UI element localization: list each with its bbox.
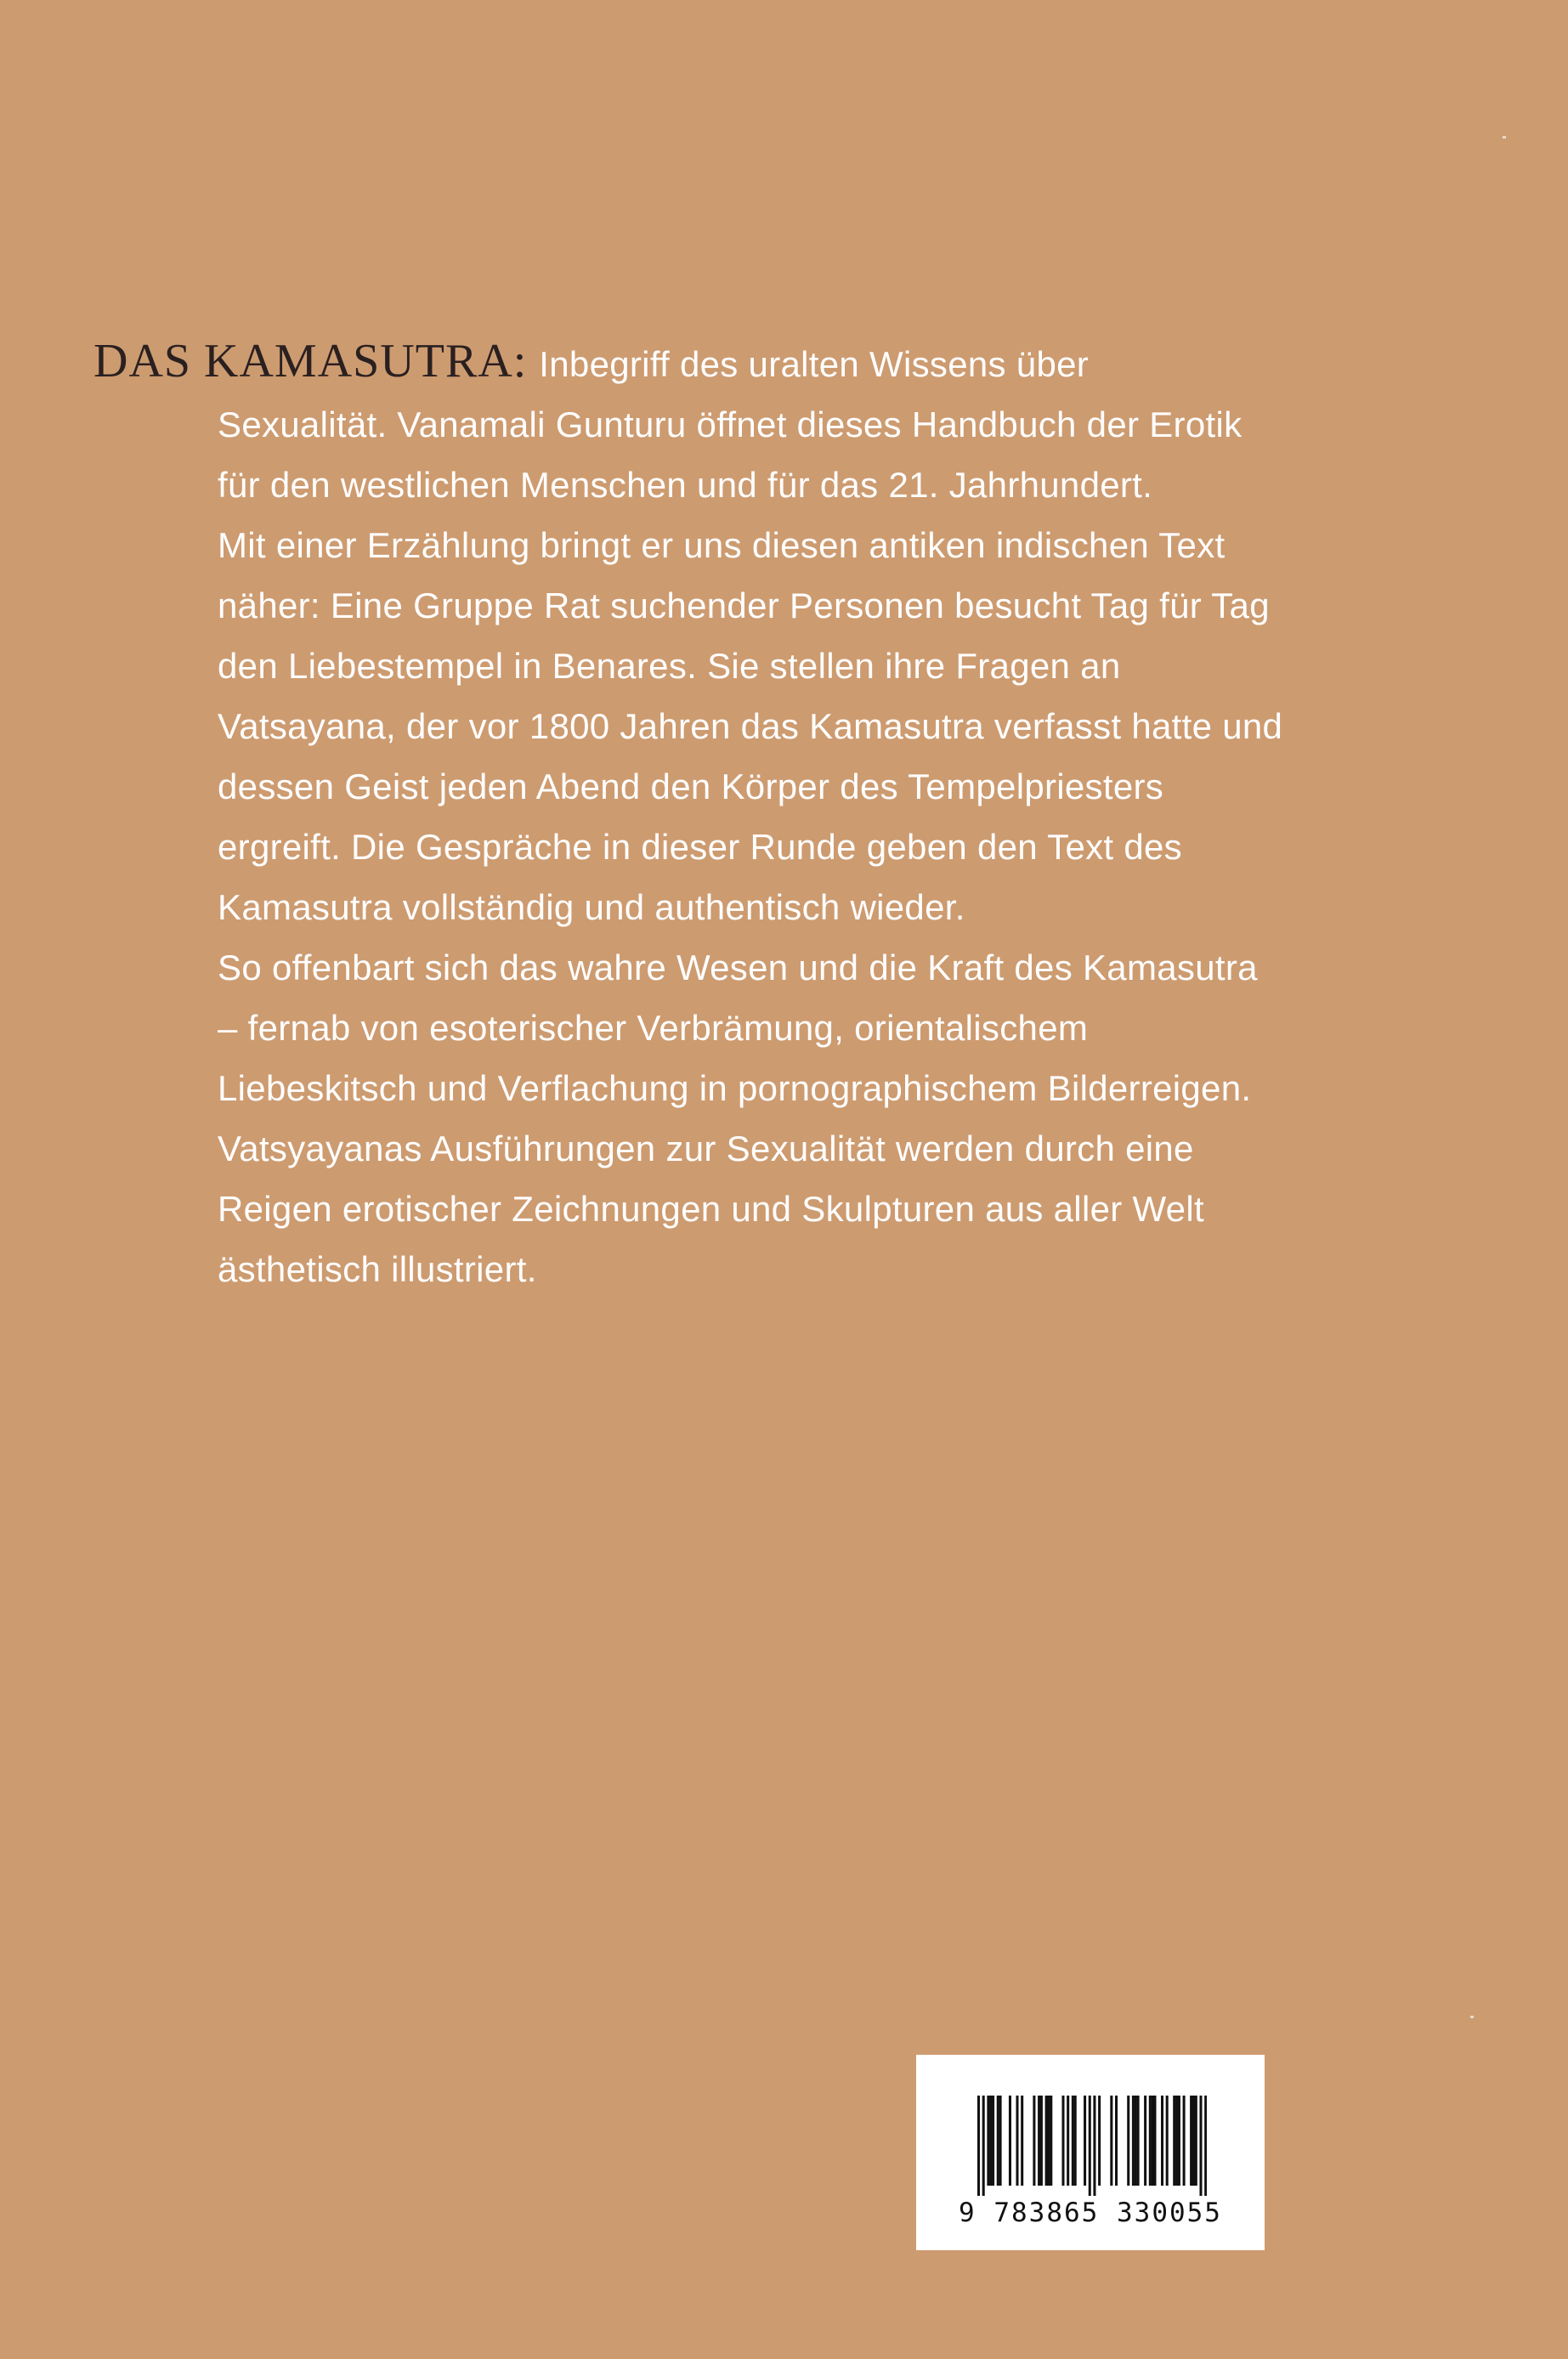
barcode-bar xyxy=(989,2096,992,2186)
barcode-bar xyxy=(1040,2096,1043,2186)
book-title: DAS KAMASUTRA: xyxy=(93,335,528,388)
barcode-bar xyxy=(992,2096,994,2186)
blurb-line: So offenbart sich das wahre Wesen und die Kraft des Kamasutra xyxy=(218,948,1258,987)
barcode-bar xyxy=(1016,2096,1018,2186)
barcode-bar xyxy=(1195,2096,1197,2186)
barcode-bar xyxy=(1009,2096,1011,2186)
barcode-bar xyxy=(1072,2096,1074,2186)
barcode-bar xyxy=(1098,2096,1101,2186)
barcode-bar xyxy=(1173,2096,1175,2186)
barcode-bar xyxy=(1190,2096,1192,2186)
barcode-bar xyxy=(1021,2096,1023,2186)
blurb-line: den Liebestempel in Benares. Sie stellen ihre Fragen an xyxy=(218,646,1121,686)
barcode-bar xyxy=(1132,2096,1135,2186)
blurb-line: Sexualität. Vanamali Gunturu öffnet dieses Handbuch der Erotik xyxy=(218,404,1243,444)
barcode-bar xyxy=(987,2096,989,2186)
blurb-line: Liebeskitsch und Verflachung in pornographischem Bilderreigen. xyxy=(218,1068,1252,1108)
blurb-line: Vatsayana, der vor 1800 Jahren das Kamasutra verfasst hatte und xyxy=(218,706,1283,746)
print-speck xyxy=(1470,2016,1474,2018)
barcode-bar xyxy=(1149,2096,1152,2186)
barcode-digits: 9 783865 330055 xyxy=(959,2198,1222,2228)
print-speck xyxy=(1503,136,1506,139)
blurb-line: Vatsyayanas Ausführungen zur Sexualität werden durch eine xyxy=(218,1129,1194,1168)
blurb-line: Reigen erotischer Zeichnungen und Skulpturen aus aller Welt xyxy=(218,1189,1204,1229)
barcode-bar xyxy=(1166,2096,1169,2186)
barcode-bar xyxy=(1161,2096,1163,2186)
barcode-bar xyxy=(1089,2096,1091,2196)
blurb-line: Kamasutra vollständig und authentisch wieder. xyxy=(218,887,965,927)
barcode-bar xyxy=(999,2096,1002,2186)
barcode-bar xyxy=(977,2096,980,2196)
barcode-bar xyxy=(1199,2096,1202,2196)
barcode-bar xyxy=(1135,2096,1137,2186)
blurb-line-text: Inbegriff des uralten Wissens über xyxy=(539,344,1090,384)
barcode-bar xyxy=(1178,2096,1180,2186)
blurb-line: – fernab von esoterischer Verbrämung, orientalischem xyxy=(218,1008,1089,1048)
barcode-bar xyxy=(1183,2096,1186,2186)
blurb-line: Mit einer Erzählung bringt er uns diesen antiken indischen Text xyxy=(218,525,1226,565)
barcode-icon xyxy=(977,2096,1207,2196)
barcode-bar xyxy=(1047,2096,1050,2186)
blurb-line: näher: Eine Gruppe Rat suchender Personen besucht Tag für Tag xyxy=(218,586,1270,625)
barcode-bar xyxy=(1033,2096,1035,2186)
barcode-bar xyxy=(1115,2096,1118,2186)
blurb-line: dessen Geist jeden Abend den Körper des Tempelpriesters xyxy=(218,767,1164,806)
blurb-line: ästhetisch illustriert. xyxy=(218,1249,537,1289)
barcode-bar xyxy=(1074,2096,1077,2186)
barcode-bar xyxy=(1192,2096,1195,2186)
barcode-bar xyxy=(1144,2096,1146,2186)
barcode-bar xyxy=(1067,2096,1069,2186)
barcode-box xyxy=(916,2055,1265,2250)
barcode-bar xyxy=(1110,2096,1112,2186)
barcode-bar xyxy=(1137,2096,1140,2186)
barcode-bar xyxy=(1152,2096,1154,2186)
barcode-bar xyxy=(1204,2096,1207,2196)
barcode-bar xyxy=(1153,2096,1156,2186)
barcode-bar xyxy=(1093,2096,1095,2196)
barcode-bar xyxy=(1061,2096,1064,2186)
barcode-bar xyxy=(1050,2096,1052,2186)
barcode-bar xyxy=(1175,2096,1178,2186)
blurb-text xyxy=(93,331,1470,1299)
barcode-bar xyxy=(1045,2096,1048,2186)
blurb-line: ergreift. Die Gespräche in dieser Runde geben den Text des xyxy=(218,827,1182,867)
barcode-bar xyxy=(997,2096,999,2186)
blurb-line xyxy=(93,331,1470,394)
barcode-bar xyxy=(1038,2096,1040,2186)
barcode-bar xyxy=(982,2096,985,2196)
barcode-bar xyxy=(1127,2096,1129,2186)
blurb-line: für den westlichen Menschen und für das 21. Jahrhundert. xyxy=(218,465,1153,505)
barcode-bar xyxy=(1084,2096,1086,2186)
